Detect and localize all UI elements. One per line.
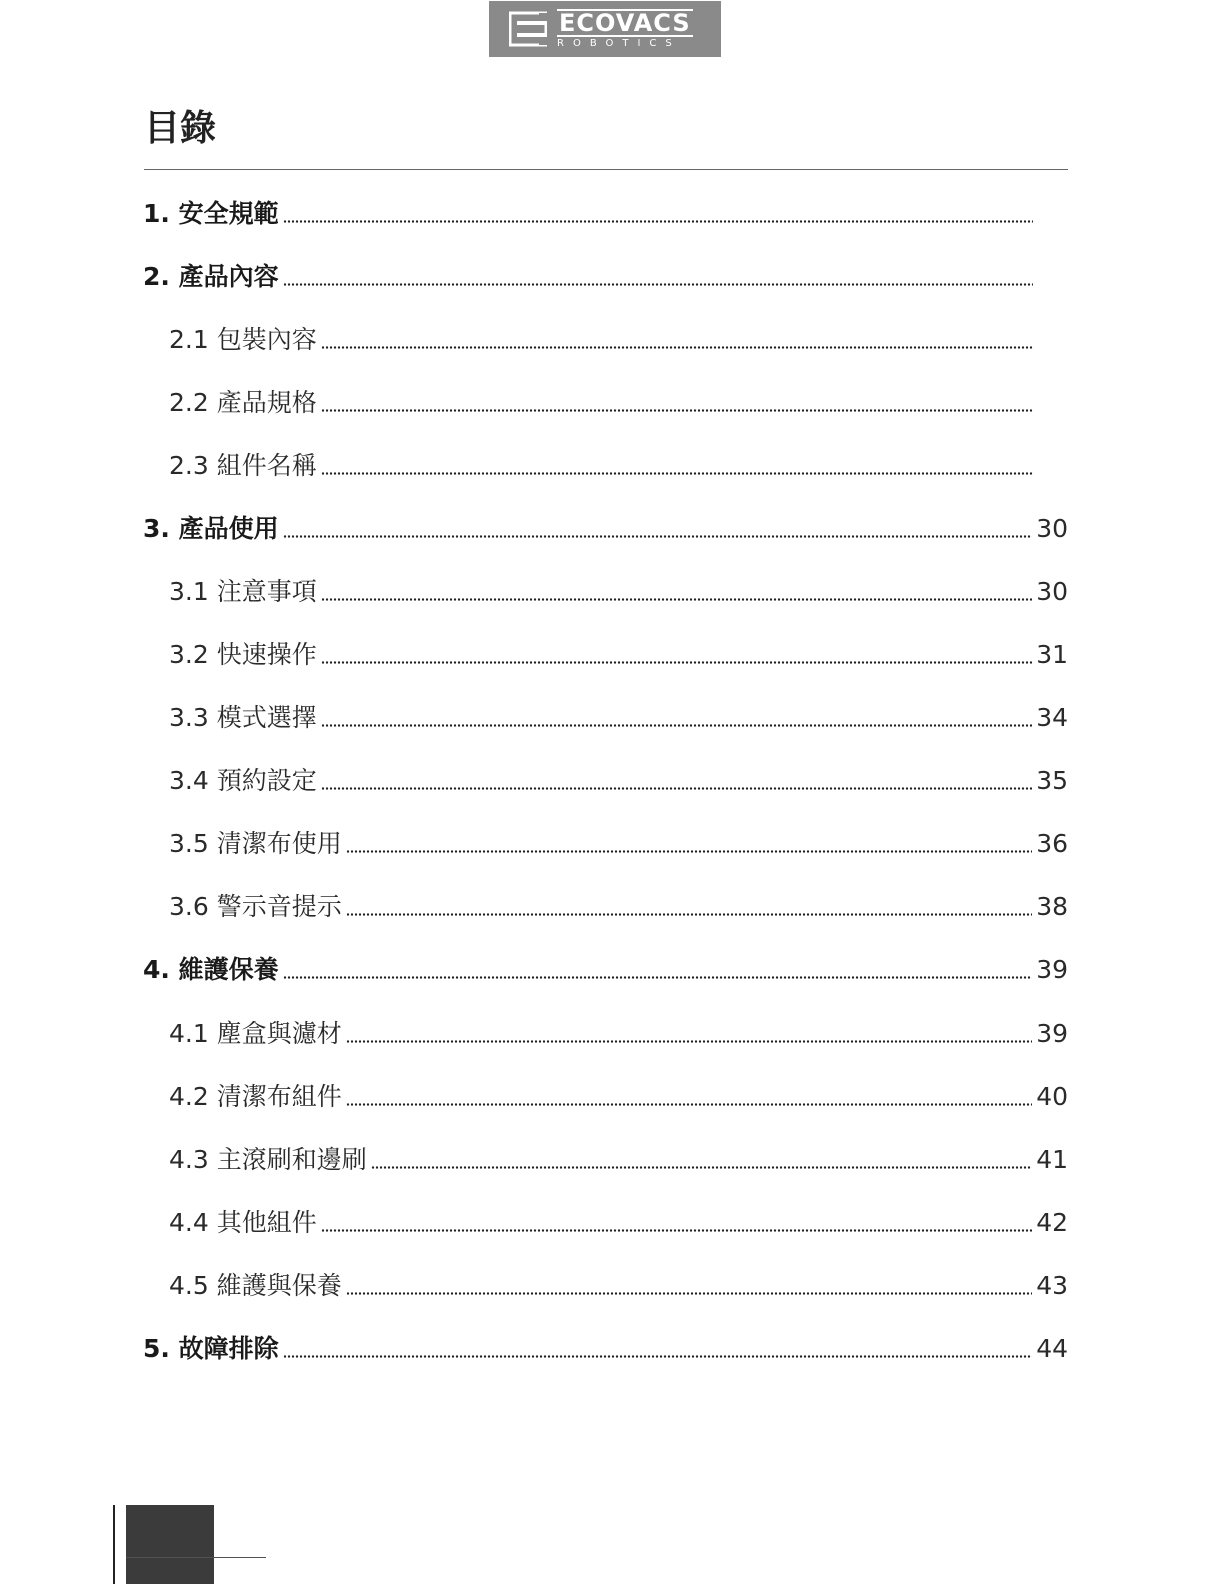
toc-entry-4[interactable] <box>143 952 1068 988</box>
toc-entry-3-3[interactable] <box>169 700 1068 736</box>
toc-entry-3-2[interactable] <box>169 637 1068 673</box>
toc-entry-4-1[interactable] <box>169 1016 1068 1052</box>
toc-leader-dots <box>346 1103 1032 1106</box>
toc-entry-3-5[interactable] <box>169 826 1068 862</box>
toc-page-number: 39 <box>1036 1019 1068 1048</box>
toc-entry-3[interactable] <box>143 511 1068 547</box>
toc-label: 3.2 快速操作 <box>169 640 317 669</box>
toc-entry-1[interactable] <box>143 196 1035 232</box>
toc-leader-dots <box>346 850 1032 853</box>
toc-leader-dots <box>321 661 1032 664</box>
toc-label: 3.1 注意事項 <box>169 577 317 606</box>
toc-label: 4. 維護保養 <box>143 955 279 984</box>
toc-label: 2. 產品內容 <box>143 262 279 291</box>
toc-leader-dots <box>283 220 1033 223</box>
toc-label: 4.4 其他組件 <box>169 1208 317 1237</box>
toc-page-number: 30 <box>1036 514 1068 543</box>
toc-leader-dots <box>346 1040 1032 1043</box>
toc-leader-dots <box>283 535 1032 538</box>
toc-leader-dots <box>283 1355 1032 1358</box>
toc-label: 5. 故障排除 <box>143 1334 279 1363</box>
toc-page-number: 38 <box>1036 892 1068 921</box>
title-divider <box>144 169 1068 170</box>
toc-page-number: 42 <box>1036 1208 1068 1237</box>
toc-leader-dots <box>321 598 1032 601</box>
ecovacs-emblem-icon <box>509 11 547 47</box>
toc-page-number: 41 <box>1036 1145 1068 1174</box>
toc-leader-dots <box>371 1166 1032 1169</box>
page-title: 目錄 <box>144 108 217 149</box>
toc-entry-4-3[interactable] <box>169 1142 1068 1178</box>
toc-page-number: 30 <box>1036 577 1068 606</box>
toc-leader-dots <box>283 283 1033 286</box>
toc-entry-2[interactable] <box>143 259 1035 295</box>
toc-page-number: 31 <box>1036 640 1068 669</box>
toc-page-number: 39 <box>1036 955 1068 984</box>
footer-vertical-rule <box>113 1505 115 1584</box>
toc-label: 3. 產品使用 <box>143 514 279 543</box>
toc-leader-dots <box>321 472 1033 475</box>
toc-entry-4-4[interactable] <box>169 1205 1068 1241</box>
toc-label: 4.1 塵盒與濾材 <box>169 1019 342 1048</box>
toc-leader-dots <box>321 346 1033 349</box>
toc-label: 3.6 警示音提示 <box>169 892 342 921</box>
toc-leader-dots <box>283 976 1032 979</box>
toc-entry-2-1[interactable] <box>169 322 1035 358</box>
toc-entry-3-4[interactable] <box>169 763 1068 799</box>
toc-entry-4-2[interactable] <box>169 1079 1068 1115</box>
toc-label: 2.1 包裝內容 <box>169 325 317 354</box>
logo-brand-text: ECOVACS <box>559 8 691 37</box>
toc-entry-5[interactable] <box>143 1331 1068 1367</box>
toc-page-number: 35 <box>1036 766 1068 795</box>
toc-page-number: 44 <box>1036 1334 1068 1363</box>
footer-underline <box>126 1557 266 1558</box>
toc-entry-3-1[interactable] <box>169 574 1068 610</box>
toc-leader-dots <box>321 1229 1032 1232</box>
toc-leader-dots <box>321 724 1032 727</box>
toc-label: 3.4 預約設定 <box>169 766 317 795</box>
toc-page-number: 34 <box>1036 703 1068 732</box>
toc-entry-2-2[interactable] <box>169 385 1035 421</box>
toc-label: 3.5 清潔布使用 <box>169 829 342 858</box>
toc-entry-2-3[interactable] <box>169 448 1035 484</box>
toc-label: 4.2 清潔布組件 <box>169 1082 342 1111</box>
toc-leader-dots <box>346 913 1032 916</box>
toc-page-number: 43 <box>1036 1271 1068 1300</box>
toc-leader-dots <box>346 1292 1032 1295</box>
toc-label: 4.5 維護與保養 <box>169 1271 342 1300</box>
toc-label: 4.3 主滾刷和邊刷 <box>169 1145 367 1174</box>
toc-leader-dots <box>321 409 1033 412</box>
toc-entry-3-6[interactable] <box>169 889 1068 925</box>
logo-sub-text: ROBOTICS <box>557 37 681 49</box>
toc-page-number: 36 <box>1036 829 1068 858</box>
toc-label: 1. 安全規範 <box>143 199 279 228</box>
toc-label: 2.3 組件名稱 <box>169 451 317 480</box>
toc-page-number: 40 <box>1036 1082 1068 1111</box>
footer-page-tab <box>126 1505 214 1584</box>
toc-entry-4-5[interactable] <box>169 1268 1068 1304</box>
toc-leader-dots <box>321 787 1032 790</box>
ecovacs-logo <box>489 1 721 57</box>
toc-label: 3.3 模式選擇 <box>169 703 317 732</box>
toc-label: 2.2 產品規格 <box>169 388 317 417</box>
